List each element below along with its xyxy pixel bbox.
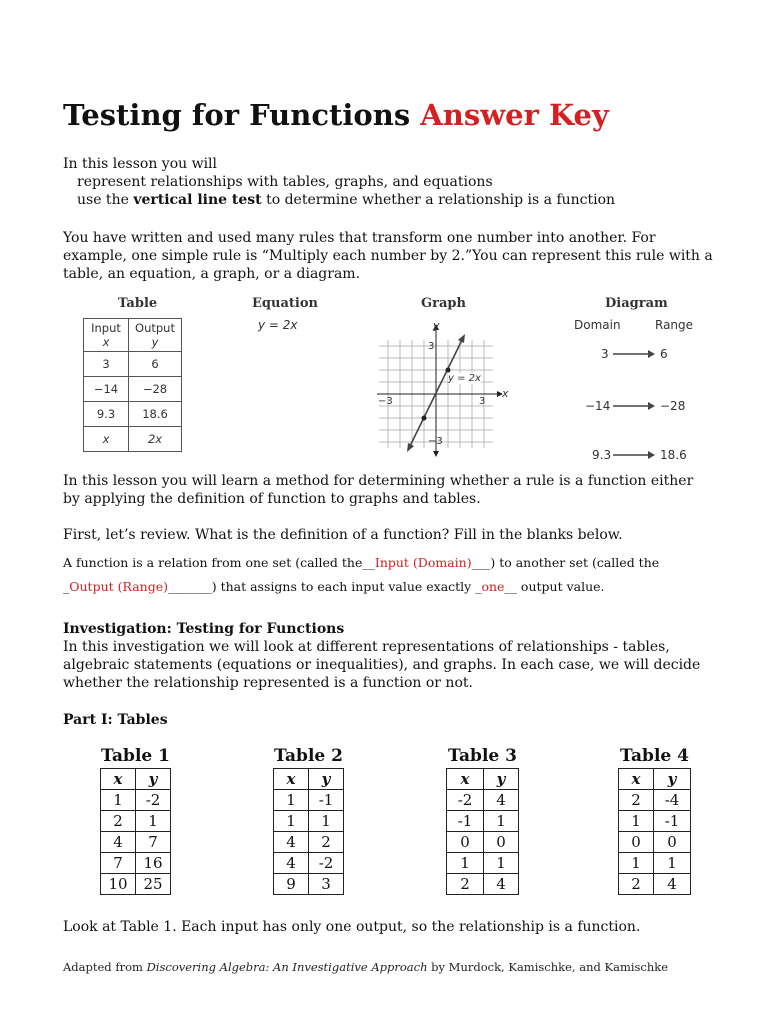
cell: -1 [447, 811, 484, 832]
cell: 4 [654, 874, 691, 895]
fig-head-in-var: x [102, 335, 110, 349]
col-y: y [654, 769, 691, 790]
fig-head-out: Output [135, 321, 175, 335]
cell: 9 [274, 874, 309, 895]
table-row [101, 874, 171, 895]
table-row [619, 874, 691, 895]
fig-cell: 2x [129, 427, 182, 452]
table-3 [446, 746, 519, 895]
graph-tick-bottom: −3 [428, 436, 443, 447]
diagram-input: 3 [601, 347, 609, 361]
table-title: Table 2 [274, 746, 343, 766]
table-row [447, 790, 519, 811]
figure-graph [373, 316, 523, 458]
table-row [447, 832, 519, 853]
cell: 2 [619, 874, 654, 895]
investigation-section [63, 620, 713, 692]
graph-tick-right: 3 [479, 396, 486, 407]
table-1 [100, 746, 171, 895]
col-x: x [447, 769, 484, 790]
table-1-conclusion: Look at Table 1. Each input has only one output, so the relationship is a function. [63, 919, 641, 935]
figure-table-title: Table [118, 296, 158, 311]
col-y: y [484, 769, 519, 790]
cell: 1 [619, 853, 654, 874]
def-part-2: ___) to another set (called the _ [63, 555, 660, 594]
intro-lead: In this lesson you will [63, 156, 217, 172]
cell: -4 [654, 790, 691, 811]
table-row [274, 811, 344, 832]
table-row [447, 853, 519, 874]
cell: 4 [274, 832, 309, 853]
lesson-intro [63, 155, 723, 209]
cell: 10 [101, 874, 136, 895]
table-row [447, 811, 519, 832]
page-title [63, 98, 609, 132]
function-definition [63, 551, 713, 599]
graph-tick-left: −3 [378, 396, 393, 407]
table-row [619, 832, 691, 853]
diagram-output: −28 [660, 399, 686, 413]
intro-item-2-pre: use the [77, 192, 129, 208]
representations-figure [63, 296, 713, 466]
col-x: x [619, 769, 654, 790]
diagram-input: 9.3 [592, 448, 612, 462]
diagram-domain: Domain [574, 318, 621, 332]
intro-item-2-post: to determine whether a relationship is a function [266, 192, 616, 208]
intro-item-2-bold: vertical line test [133, 192, 262, 208]
cell: 1 [484, 853, 519, 874]
figure-equation: y = 2x [258, 318, 298, 332]
fig-cell: 3 [84, 352, 129, 377]
table-row [274, 832, 344, 853]
intro-paragraph: You have written and used many rules that transform one number into another. For example, one simple rule is “Multiply each number by 2.”You can represent this rule with a table, an equation, a graph, or a diagram. [63, 230, 713, 282]
cell: 7 [101, 853, 136, 874]
cell: 4 [274, 853, 309, 874]
cell: -1 [309, 790, 344, 811]
cell: -2 [309, 853, 344, 874]
fig-cell: 18.6 [129, 402, 182, 427]
diagram-arrow [613, 349, 655, 359]
y-axis-arrow-down [433, 451, 439, 457]
diagram-arrow [613, 401, 655, 411]
cell: 2 [447, 874, 484, 895]
investigation-body: In this investigation we will look at different representations of relationships - tables, algebraic statements (equations or inequalities), and graphs. In each case, we will decide whether the relationship represented is a function or not. [63, 639, 701, 691]
table-4 [618, 746, 691, 895]
table-row [101, 811, 171, 832]
def-part-1: A function is a relation from one set (called the__ [63, 555, 375, 570]
graph-tick-top: 3 [428, 341, 435, 352]
col-x: x [274, 769, 309, 790]
cell: 2 [309, 832, 344, 853]
figure-diagram-title: Diagram [605, 296, 668, 311]
cell: 1 [101, 790, 136, 811]
review-paragraph: First, let’s review. What is the definition of a function? Fill in the blanks below. [63, 527, 623, 543]
graph-line-label: y = 2x [448, 373, 481, 384]
graph-point [446, 368, 451, 373]
cell: 4 [484, 874, 519, 895]
def-answer-2: Output (Range) [69, 579, 168, 594]
intro-item-2 [63, 191, 723, 209]
cell: 3 [309, 874, 344, 895]
diagram-arrow [613, 450, 655, 460]
cell: 1 [274, 811, 309, 832]
method-paragraph: In this lesson you will learn a method for determining whether a rule is a function either by applying the definition of function to graphs and tables. [63, 473, 694, 507]
cell: 1 [274, 790, 309, 811]
footer-post: by Murdock, Kamischke, and Kamischke [431, 960, 669, 974]
figure-graph-title: Graph [421, 296, 466, 311]
diagram-output: 6 [660, 347, 668, 361]
intro-item-1: represent relationships with tables, graphs, and equations [77, 174, 493, 190]
diagram-range: Range [655, 318, 694, 332]
footer-book-title: Discovering Algebra: An Investigative Approach [146, 960, 428, 974]
table-2 [273, 746, 344, 895]
line-arrow-top [458, 334, 465, 343]
cell: 0 [447, 832, 484, 853]
graph-point [422, 416, 427, 421]
cell: 2 [619, 790, 654, 811]
cell: 1 [654, 853, 691, 874]
cell: 1 [447, 853, 484, 874]
fig-cell: 9.3 [84, 402, 129, 427]
table-title: Table 1 [101, 746, 170, 766]
col-y: y [309, 769, 344, 790]
cell: 4 [101, 832, 136, 853]
cell: 4 [484, 790, 519, 811]
cell: 16 [136, 853, 171, 874]
investigation-heading: Investigation: Testing for Functions [63, 621, 345, 637]
table-row [619, 790, 691, 811]
table-title: Table 4 [620, 746, 689, 766]
attribution-footer [63, 960, 668, 974]
cell: 0 [484, 832, 519, 853]
cell: -2 [136, 790, 171, 811]
cell: 25 [136, 874, 171, 895]
table-row [619, 811, 691, 832]
cell: -1 [654, 811, 691, 832]
figure-table [83, 318, 182, 452]
cell: -2 [447, 790, 484, 811]
table-row [101, 790, 171, 811]
table-row [274, 874, 344, 895]
diagram-input: −14 [585, 399, 611, 413]
table-row [274, 853, 344, 874]
cell: 0 [619, 832, 654, 853]
fig-cell: x [84, 427, 129, 452]
def-part-3: _______) that assigns to each input value exactly _ [167, 579, 482, 594]
table-title: Table 3 [448, 746, 517, 766]
def-answer-1: Input (Domain) [374, 555, 472, 570]
line-arrow-bottom [407, 443, 414, 452]
footer-pre: Adapted from [63, 960, 143, 974]
col-x: x [101, 769, 136, 790]
graph-x-label: x [502, 387, 509, 400]
part-heading: Part I: Tables [63, 712, 168, 728]
col-y: y [136, 769, 171, 790]
title-main: Testing for Functions [63, 98, 411, 132]
graph-y-label: y [433, 319, 440, 332]
cell: 7 [136, 832, 171, 853]
fig-head-out-var: y [151, 335, 159, 349]
def-part-4: __ output value. [504, 579, 605, 594]
table-row [619, 853, 691, 874]
table-row [101, 853, 171, 874]
def-answer-3: one [481, 579, 505, 594]
cell: 2 [101, 811, 136, 832]
cell: 1 [619, 811, 654, 832]
figure-equation-title: Equation [252, 296, 318, 311]
cell: 1 [309, 811, 344, 832]
table-row [274, 790, 344, 811]
cell: 1 [484, 811, 519, 832]
table-row [101, 832, 171, 853]
fig-cell: 6 [129, 352, 182, 377]
cell: 1 [136, 811, 171, 832]
title-answer-key: Answer Key [420, 98, 609, 132]
fig-cell: −14 [84, 377, 129, 402]
fig-cell: −28 [129, 377, 182, 402]
table-row [447, 874, 519, 895]
cell: 0 [654, 832, 691, 853]
diagram-output: 18.6 [660, 448, 687, 462]
fig-head-in: Input [91, 321, 121, 335]
